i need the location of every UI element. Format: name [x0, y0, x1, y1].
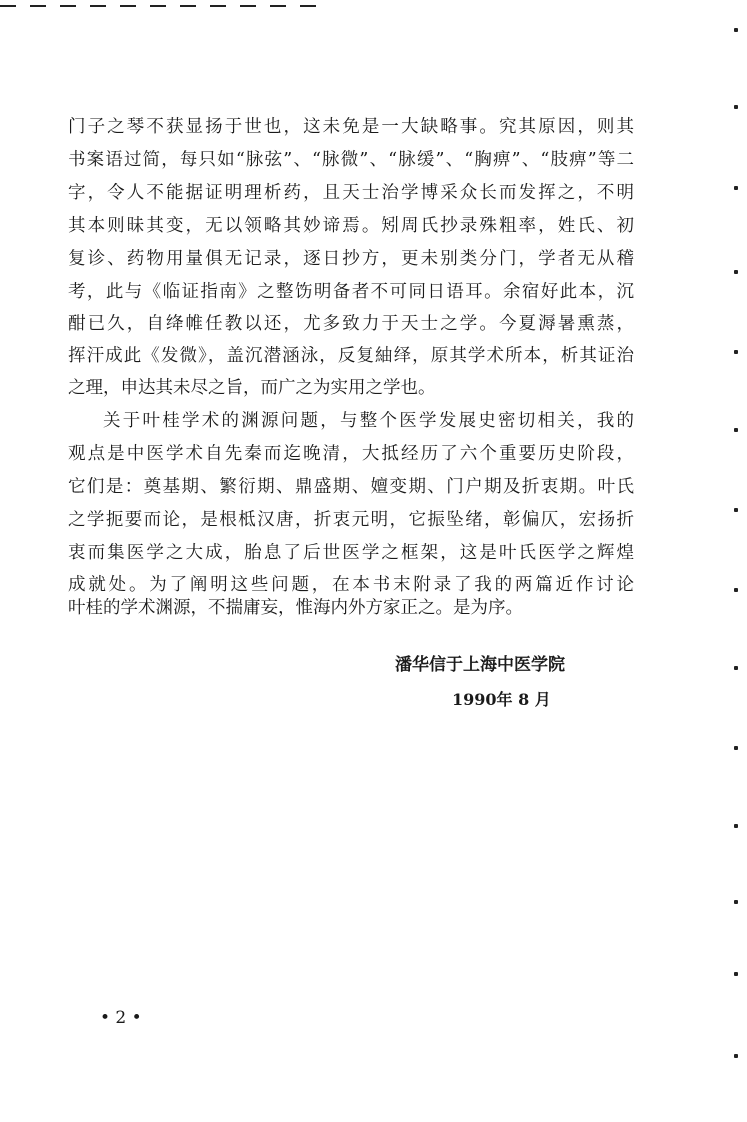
margin-mark	[734, 588, 738, 592]
margin-mark	[734, 666, 738, 670]
text-line: 衷而集医学之大成，胎息了后世医学之框架，这是叶氏医学之辉煌	[68, 543, 634, 563]
signature-date: 1990年 8 月	[452, 690, 551, 709]
text-line: 成就处。为了阐明这些问题，在本书末附录了我的两篇近作讨论	[68, 575, 634, 595]
margin-mark	[734, 428, 738, 432]
text-line: 观点是中医学术自先秦而迄晚清，大抵经历了六个重要历史阶段，	[68, 444, 634, 464]
text-line: 复诊、药物用量俱无记录，逐日抄方，更未别类分门，学者无从稽	[68, 249, 634, 269]
margin-mark	[734, 972, 738, 976]
margin-mark	[734, 824, 738, 828]
page-number: • 2 •	[100, 1008, 142, 1028]
text-line: 书案语过简，每只如“脉弦”、“脉微”、“脉缓”、“胸痹”、“肢痹”等二	[68, 150, 634, 170]
text-line: 叶桂的学术渊源，不揣庸妄，惟海内外方家正之。是为序。	[68, 598, 523, 618]
text-line: 考，此与《临证指南》之整饬明备者不可同日语耳。余宿好此本，沉	[68, 282, 634, 302]
margin-mark	[734, 1054, 738, 1058]
margin-mark	[734, 270, 738, 274]
text-line: 之理，申达其未尽之旨，而广之为实用之学也。	[68, 378, 436, 398]
margin-mark	[734, 900, 738, 904]
top-dashed-rule	[0, 0, 330, 10]
text-line: 门子之琴不获显扬于世也，这未免是一大缺略事。究其原因，则其	[68, 117, 634, 137]
margin-mark	[734, 28, 738, 32]
margin-mark	[734, 746, 738, 750]
text-line: 挥汗成此《发微》，盖沉潜涵泳，反复紬绎，原其学术所本，析其证治	[68, 346, 634, 366]
text-line: 关于叶桂学术的渊源问题，与整个医学发展史密切相关，我的	[103, 411, 634, 431]
text-line: 字，令人不能据证明理析药，且天士治学博采众长而发挥之，不明	[68, 183, 634, 203]
margin-mark	[734, 350, 738, 354]
margin-mark	[734, 186, 738, 190]
author-signature: 潘华信于上海中医学院	[395, 655, 565, 675]
text-line: 其本则昧其变，无以领略其妙谛焉。矧周氏抄录殊粗率，姓氏、初	[68, 216, 634, 236]
text-line: 它们是：奠基期、繁衍期、鼎盛期、嬗变期、门户期及折衷期。叶氏	[68, 477, 634, 497]
text-line: 酣已久，自绛帷任教以还，尤多致力于天士之学。今夏溽暑熏蒸，	[68, 314, 634, 334]
margin-mark	[734, 105, 738, 109]
text-line: 之学扼要而论，是根柢汉唐，折衷元明，它振坠绪，彰偏仄，宏扬折	[68, 510, 634, 530]
margin-mark	[734, 508, 738, 512]
